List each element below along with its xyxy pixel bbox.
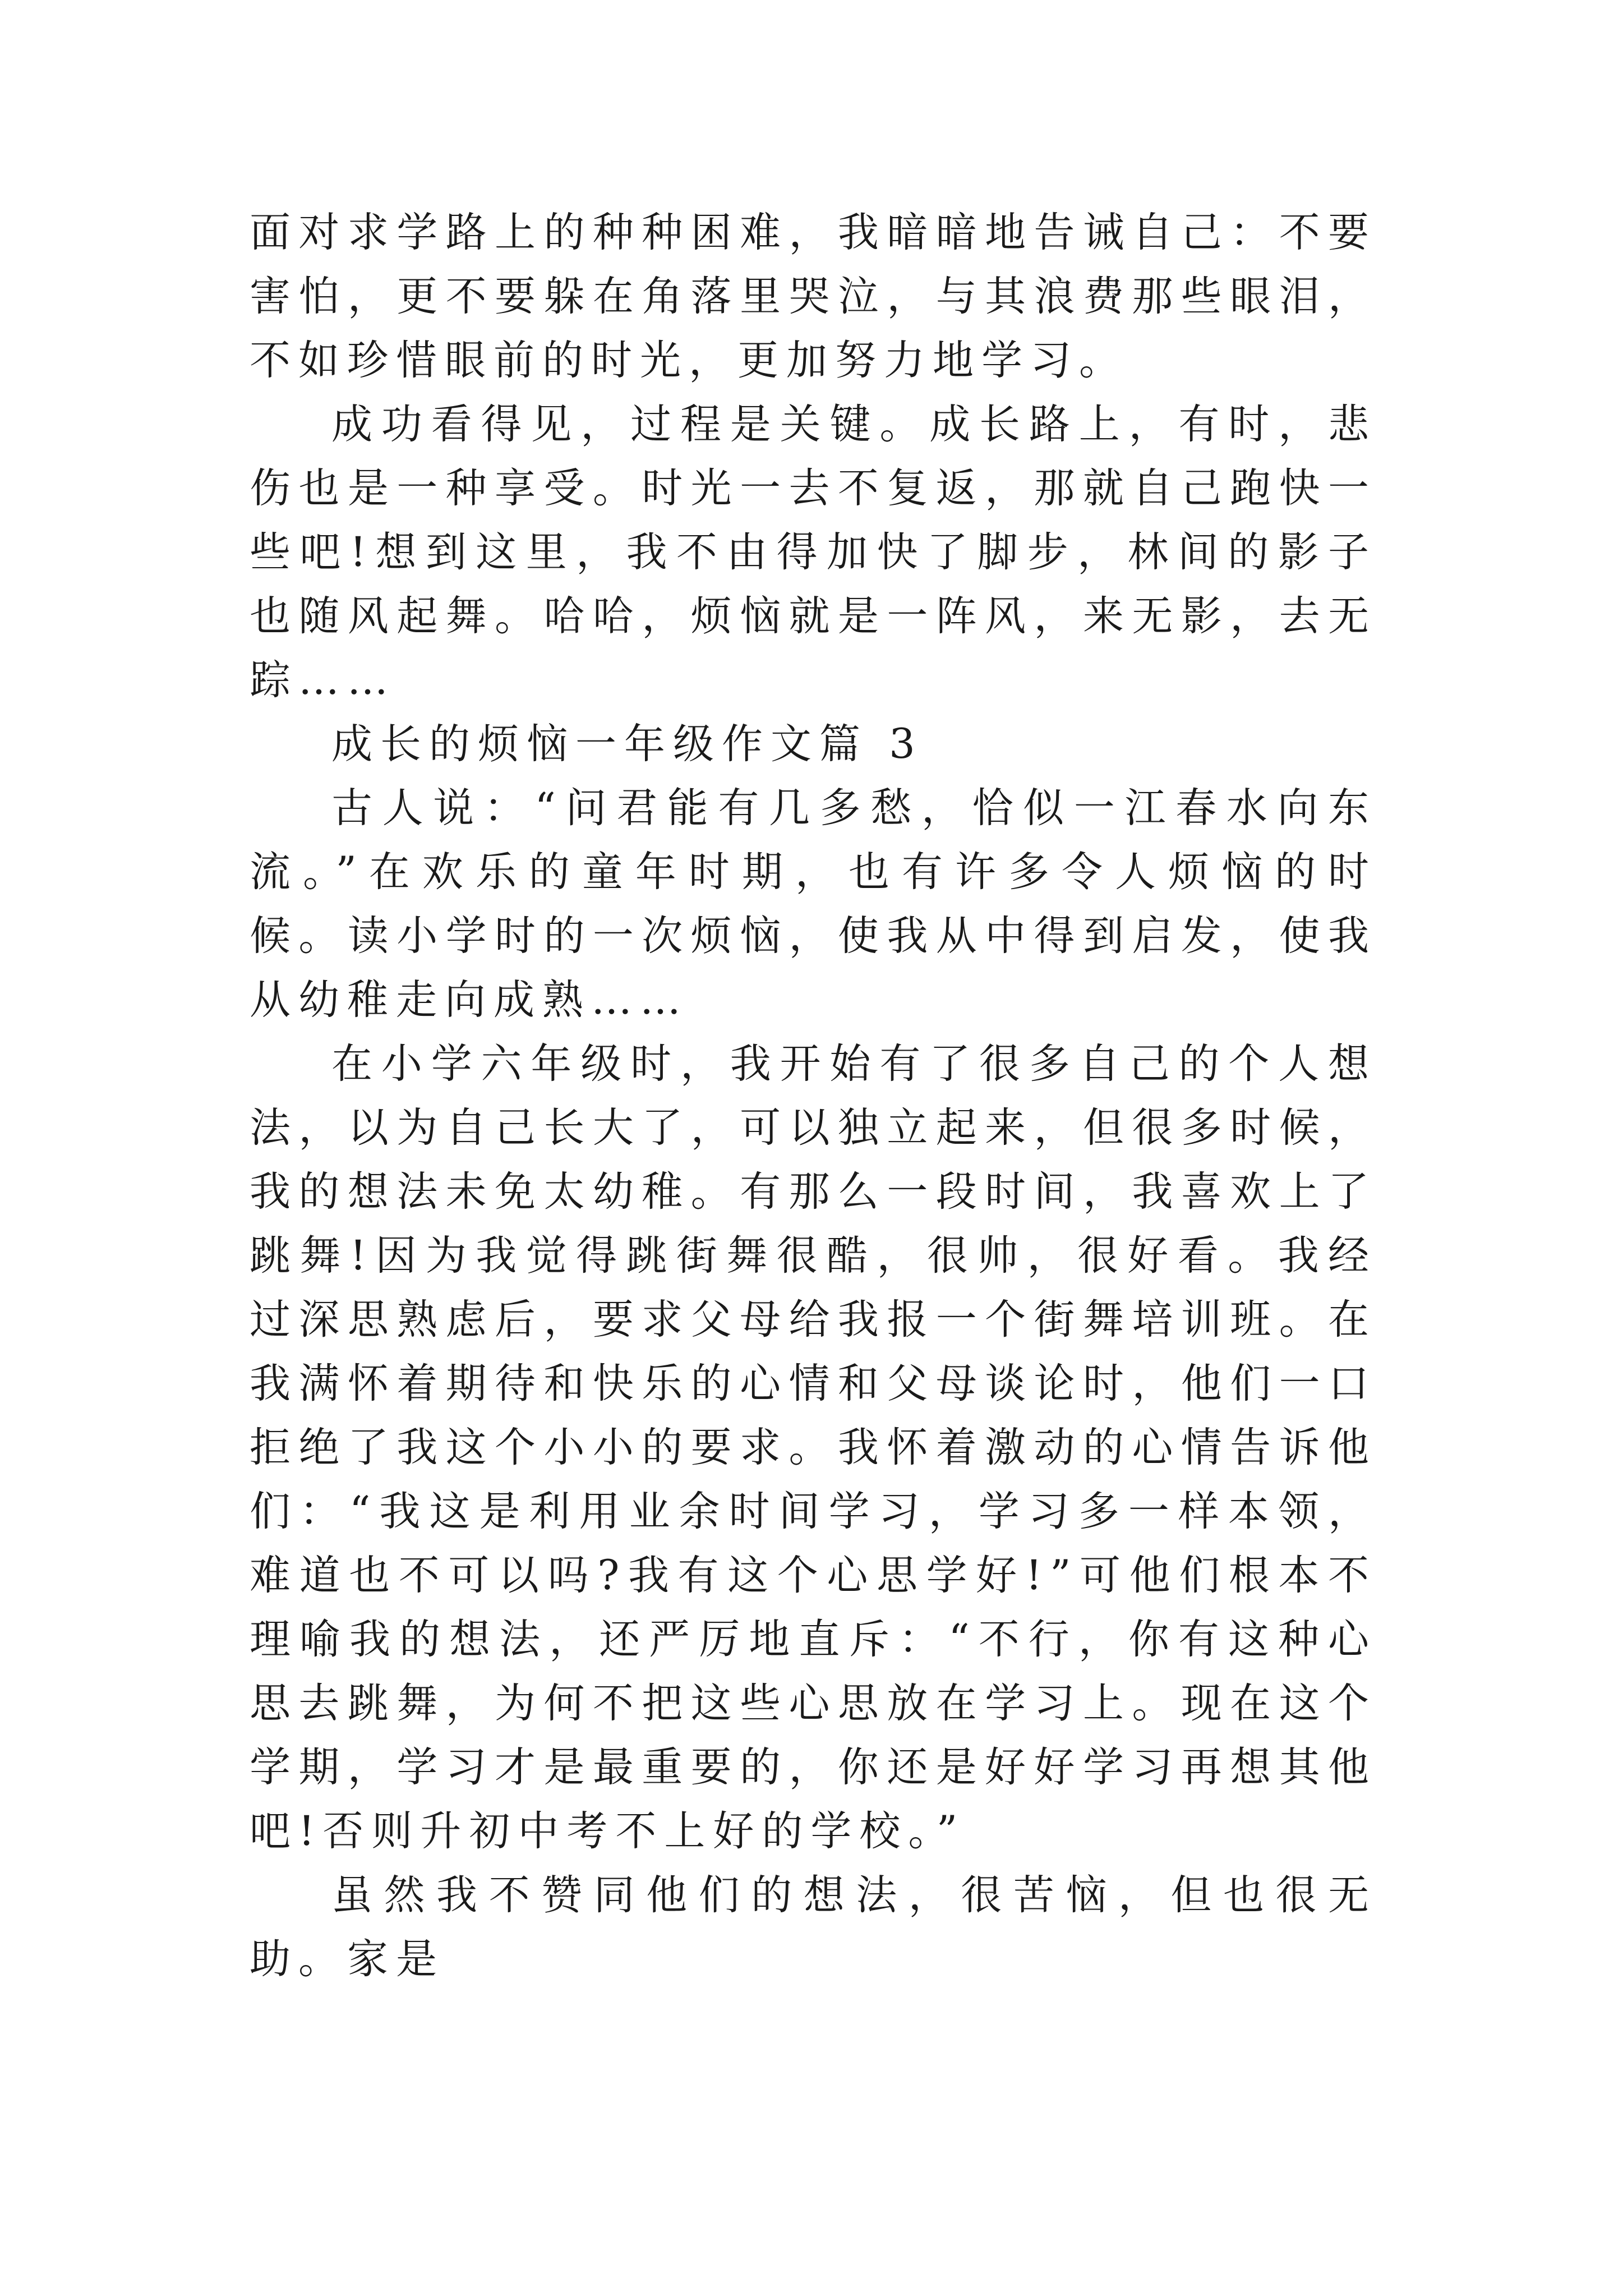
- paragraph: 面对求学路上的种种困难，我暗暗地告诫自己：不要害怕，更不要躲在角落里哭泣，与其浪费那些眼泪，不如珍惜眼前的时光，更加努力地学习。: [250, 209, 1377, 384]
- document-body: [250, 201, 1377, 1991]
- paragraph: 成功看得见，过程是关键。成长路上，有时，悲伤也是一种享受。时光一去不复返，那就自己跑快一些吧!想到这里，我不由得加快了脚步，林间的影子也随风起舞。哈哈，烦恼就是一阵风，来无影，去无踪……: [250, 401, 1377, 704]
- paragraph: 古人说：“问君能有几多愁，恰似一江春水向东流。”在欢乐的童年时期，也有许多令人烦恼的时候。读小学时的一次烦恼，使我从中得到启发，使我从幼稚走向成熟……: [250, 784, 1377, 1024]
- paragraph: 在小学六年级时，我开始有了很多自己的个人想法，以为自己长大了，可以独立起来，但很多时候，我的想法未免太幼稚。有那么一段时间，我喜欢上了跳舞!因为我觉得跳街舞很酷，很帅，很好看。我经过深思熟虑后，要求父母给我报一个街舞培训班。在我满怀着期待和快乐的心情和父母谈论时，他们一口拒绝了我这个小小的要求。我怀着激动的心情告诉他们：“我这是利用业余时间学习，学习多一样本领，难道也不可以吗?我有这个心思学好!”可他们根本不理喻我的想法，还严厉地直斥：“不行，你有这种心思去跳舞，为何不把这些心思放在学习上。现在这个学期，学习才是最重要的，你还是好好学习再想其他吧!否则升初中考不上好的学校。”: [250, 1040, 1377, 1855]
- section-title: 成长的烦恼一年级作文篇 3: [331, 720, 923, 768]
- paragraph: 虽然我不赞同他们的想法，很苦恼，但也很无助。家是: [250, 1871, 1377, 1983]
